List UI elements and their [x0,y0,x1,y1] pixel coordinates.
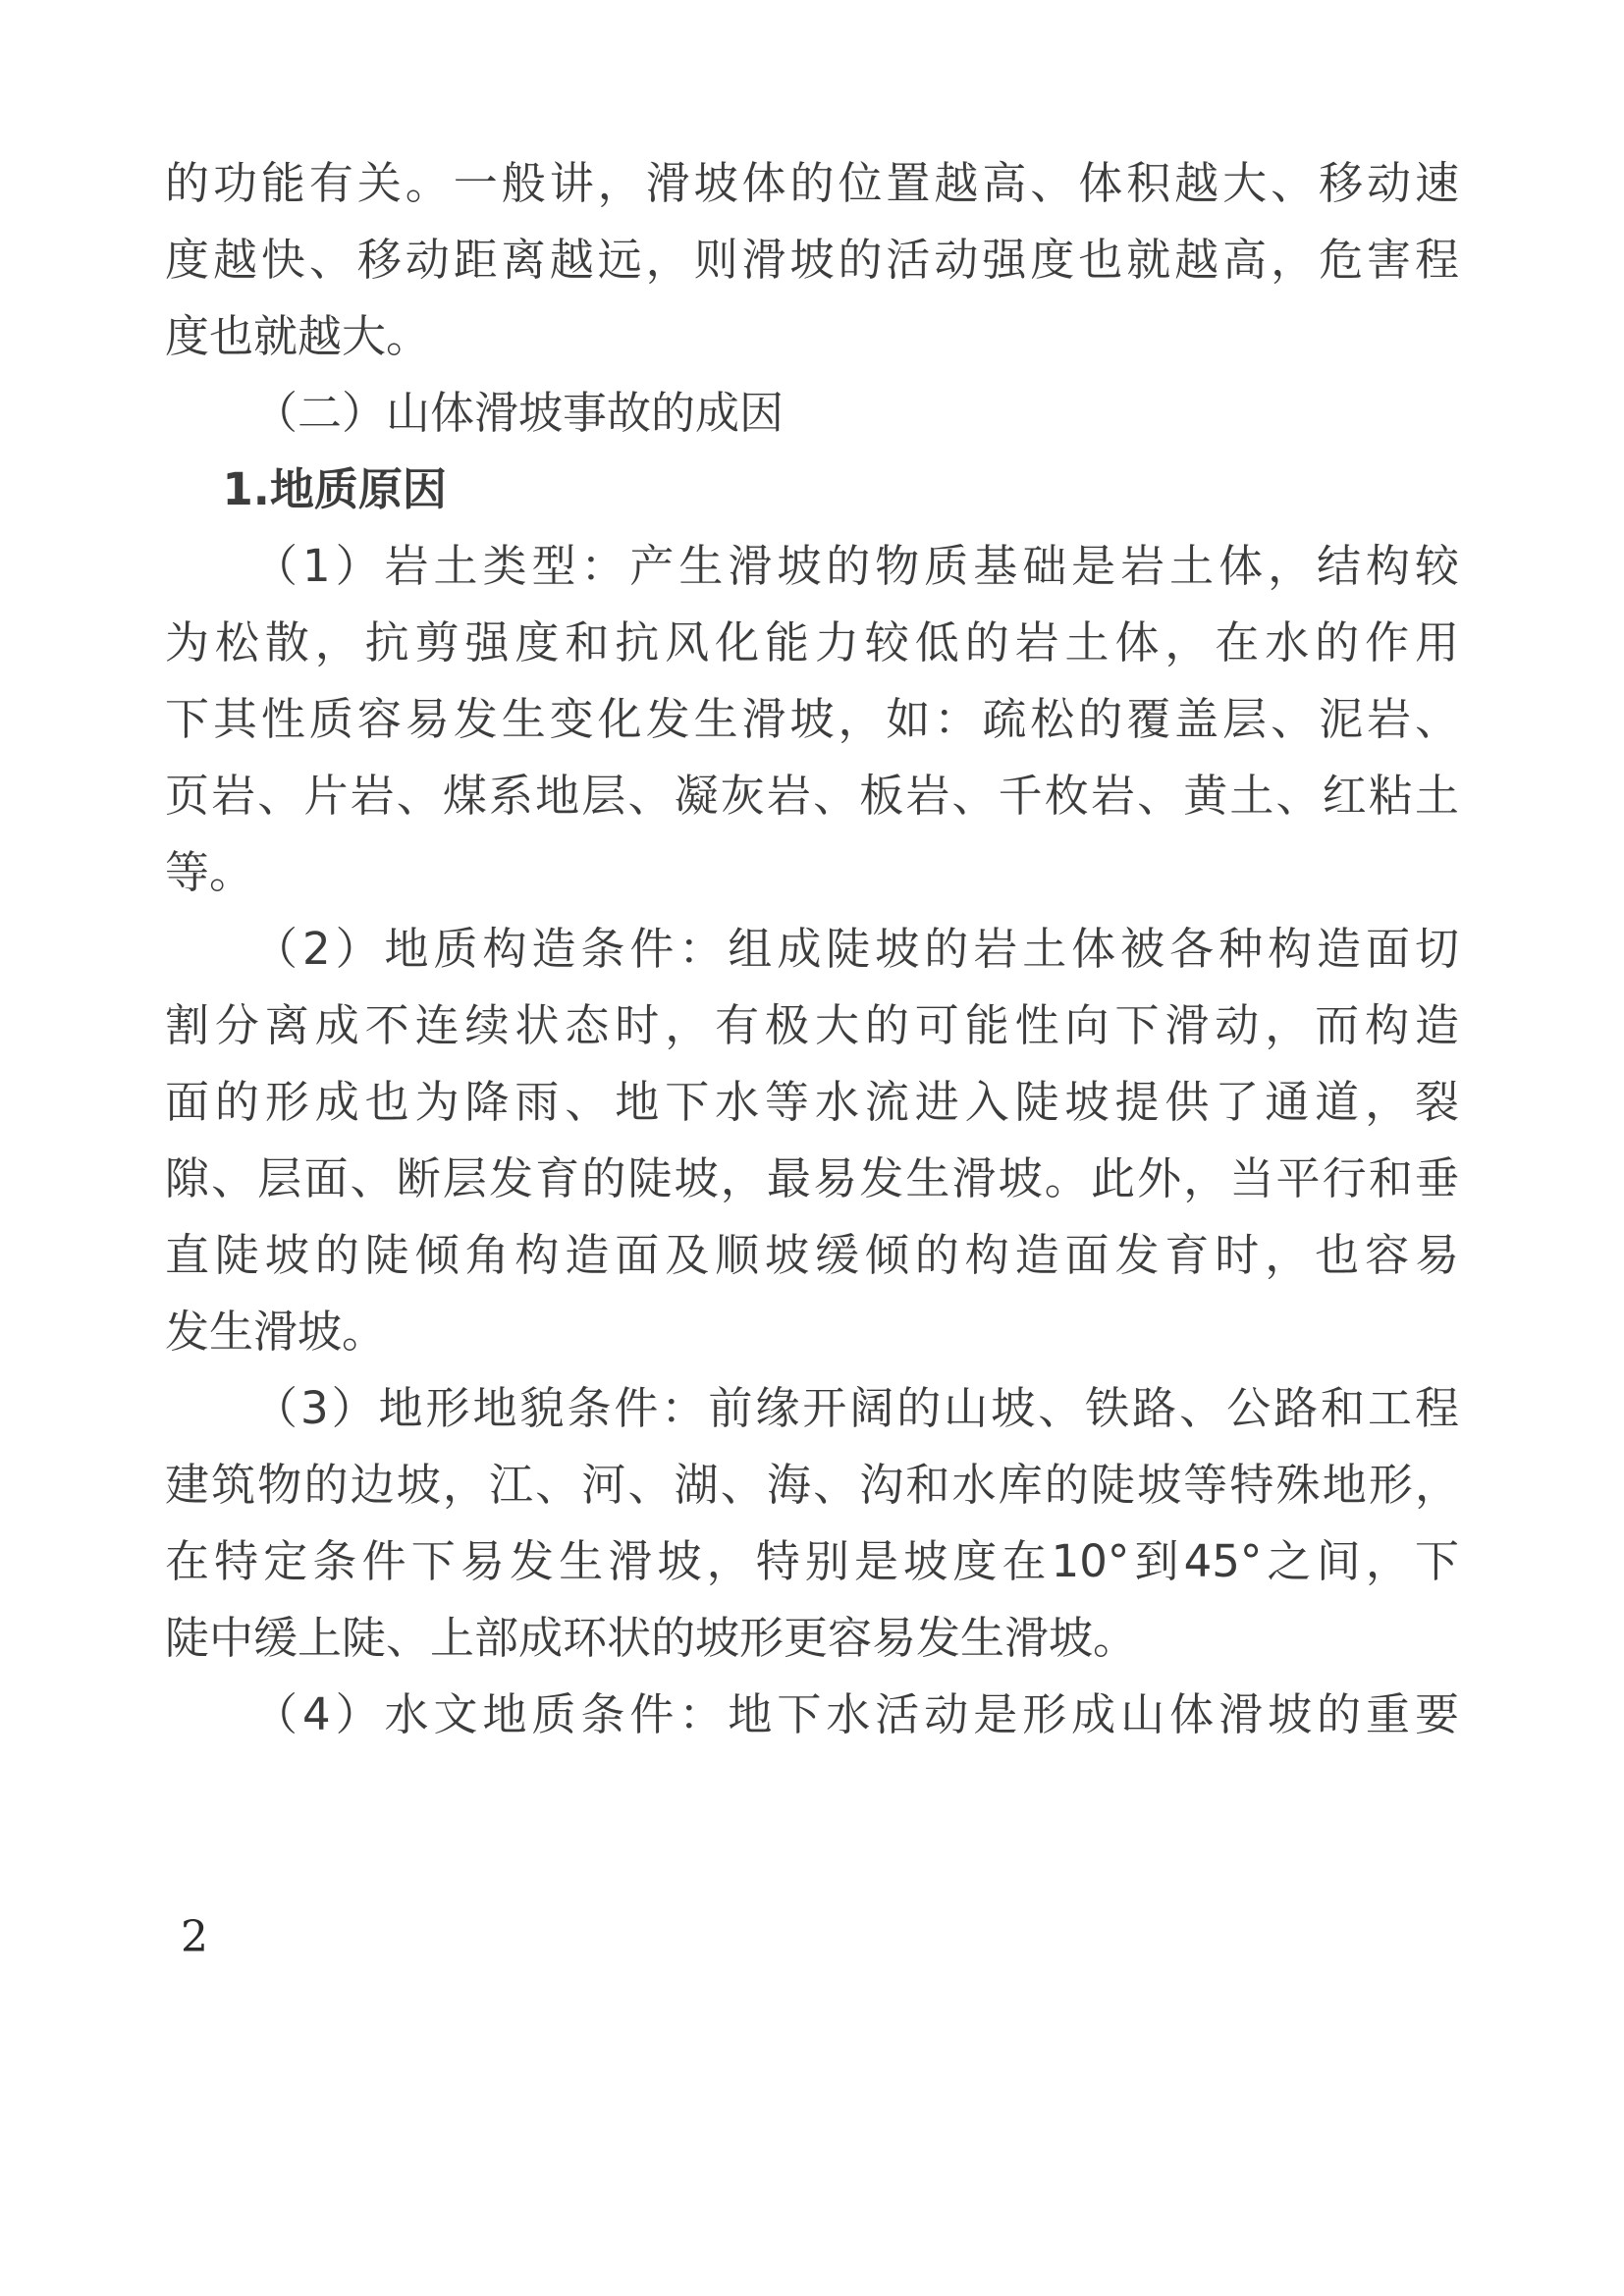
text-line: 等。 [165,846,254,898]
section-heading-causes [165,375,1459,452]
section-heading-line: （二）山体滑坡事故的成因 [253,387,785,439]
paragraph-rock-soil-type [165,528,1459,911]
text-line: 的功能有关。一般讲，滑坡体的位置越高、体积越大、移动速 [165,157,1459,209]
text-line: 直陡坡的陡倾角构造面及顺坡缓倾的构造面发育时，也容易 [165,1229,1459,1281]
text-line: （2）地质构造条件：组成陡坡的岩土体被各种构造面切 [253,923,1459,975]
text-line: 割分离成不连续状态时，有极大的可能性向下滑动，而构造 [165,999,1459,1051]
text-line: （4）水文地质条件：地下水活动是形成山体滑坡的重要 [253,1688,1459,1740]
paragraph-continued-intro [165,145,1459,375]
page-number: 2 [181,1912,208,1962]
subsection-heading-line: 1.地质原因 [222,463,447,515]
document-body [165,145,1459,1753]
text-line: 陡中缓上陡、上部成环状的坡形更容易发生滑坡。 [165,1612,1138,1664]
text-line: 页岩、片岩、煤系地层、凝灰岩、板岩、千枚岩、黄土、红粘土 [165,770,1459,822]
text-line: 面的形成也为降雨、地下水等水流进入陡坡提供了通道，裂 [165,1076,1459,1128]
text-line: （3）地形地貌条件：前缘开阔的山坡、铁路、公路和工程 [253,1382,1459,1434]
paragraph-hydrogeology [165,1677,1459,1753]
text-line: 下其性质容易发生变化发生滑坡，如：疏松的覆盖层、泥岩、 [165,693,1459,745]
text-line: 度也就越大。 [165,310,431,362]
text-line: 度越快、移动距离越远，则滑坡的活动强度也就越高，危害程 [165,234,1459,286]
text-line: 在特定条件下易发生滑坡，特别是坡度在10°到45°之间，下 [165,1535,1459,1587]
text-line: 为松散，抗剪强度和抗风化能力较低的岩土体，在水的作用 [165,616,1459,668]
text-line: 建筑物的边坡，江、河、湖、海、沟和水库的陡坡等特殊地形， [165,1459,1459,1511]
text-line: 发生滑坡。 [165,1306,387,1358]
text-line: （1）岩土类型：产生滑坡的物质基础是岩土体，结构较 [253,540,1459,592]
paragraph-geological-structure [165,911,1459,1370]
text-line: 隙、层面、断层发育的陡坡，最易发生滑坡。此外，当平行和垂 [165,1152,1459,1204]
subsection-heading-geology [165,452,1459,528]
paragraph-topography [165,1370,1459,1677]
